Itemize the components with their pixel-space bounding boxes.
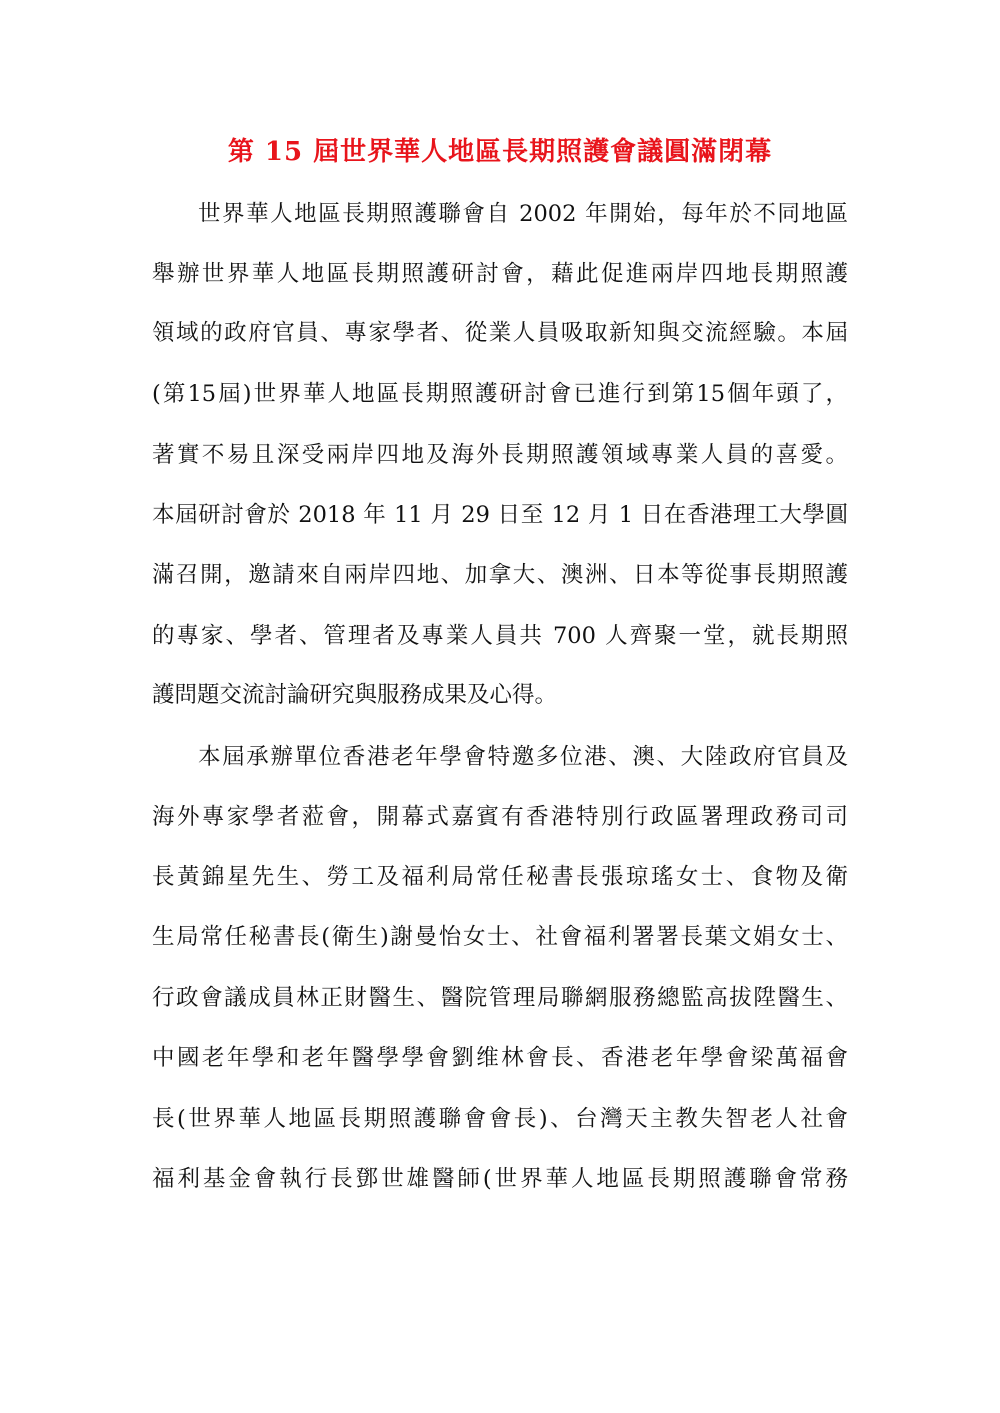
paragraph-1-line-8: 的專家、學者、管理者及專業人員共 700 人齊聚一堂，就長期照: [152, 623, 848, 649]
paragraph-2-line-8: 福利基金會執行長鄧世雄醫師(世界華人地區長期照護聯會常務: [152, 1166, 848, 1192]
paragraph-1-line-7: 滿召開，邀請來自兩岸四地、加拿大、澳洲、日本等從事長期照護: [152, 562, 848, 588]
paragraph-1-line-5: 著實不易且深受兩岸四地及海外長期照護領域專業人員的喜愛。: [152, 442, 848, 468]
paragraph-2-line-1: 本屆承辦單位香港老年學會特邀多位港、澳、大陸政府官員及: [198, 744, 848, 770]
paragraph-1-line-9: 護問題交流討論研究與服務成果及心得。: [152, 682, 558, 708]
paragraph-1-line-2: 舉辦世界華人地區長期照護研討會，藉此促進兩岸四地長期照護: [152, 261, 848, 287]
paragraph-2-line-2: 海外專家學者蒞會，開幕式嘉賓有香港特別行政區署理政務司司: [152, 804, 848, 830]
document-title: 第 15 屆世界華人地區長期照護會議圓滿閉幕: [227, 137, 773, 167]
paragraph-1-line-4: (第15屆)世界華人地區長期照護研討會已進行到第15個年頭了，: [152, 381, 848, 407]
paragraph-2-line-7: 長(世界華人地區長期照護聯會會長)、台灣天主教失智老人社會: [152, 1106, 848, 1132]
paragraph-1-line-3: 領域的政府官員、專家學者、從業人員吸取新知與交流經驗。本屆: [152, 320, 848, 346]
paragraph-2-line-6: 中國老年學和老年醫學學會劉维林會長、香港老年學會梁萬福會: [152, 1045, 848, 1071]
paragraph-2-line-4: 生局常任秘書長(衛生)謝曼怡女士、社會福利署署長葉文娟女士、: [152, 924, 848, 950]
paragraph-1-line-6: 本屆研討會於 2018 年 11 月 29 日至 12 月 1 日在香港理工大學圓: [152, 502, 848, 528]
paragraph-2-line-3: 長黃錦星先生、勞工及福利局常任秘書長張琼瑤女士、食物及衛: [152, 864, 848, 890]
paragraph-1-line-1: 世界華人地區長期照護聯會自 2002 年開始，每年於不同地區: [198, 201, 848, 227]
paragraph-2-line-5: 行政會議成員林正財醫生、醫院管理局聯網服務總監高拔陞醫生、: [152, 985, 848, 1011]
